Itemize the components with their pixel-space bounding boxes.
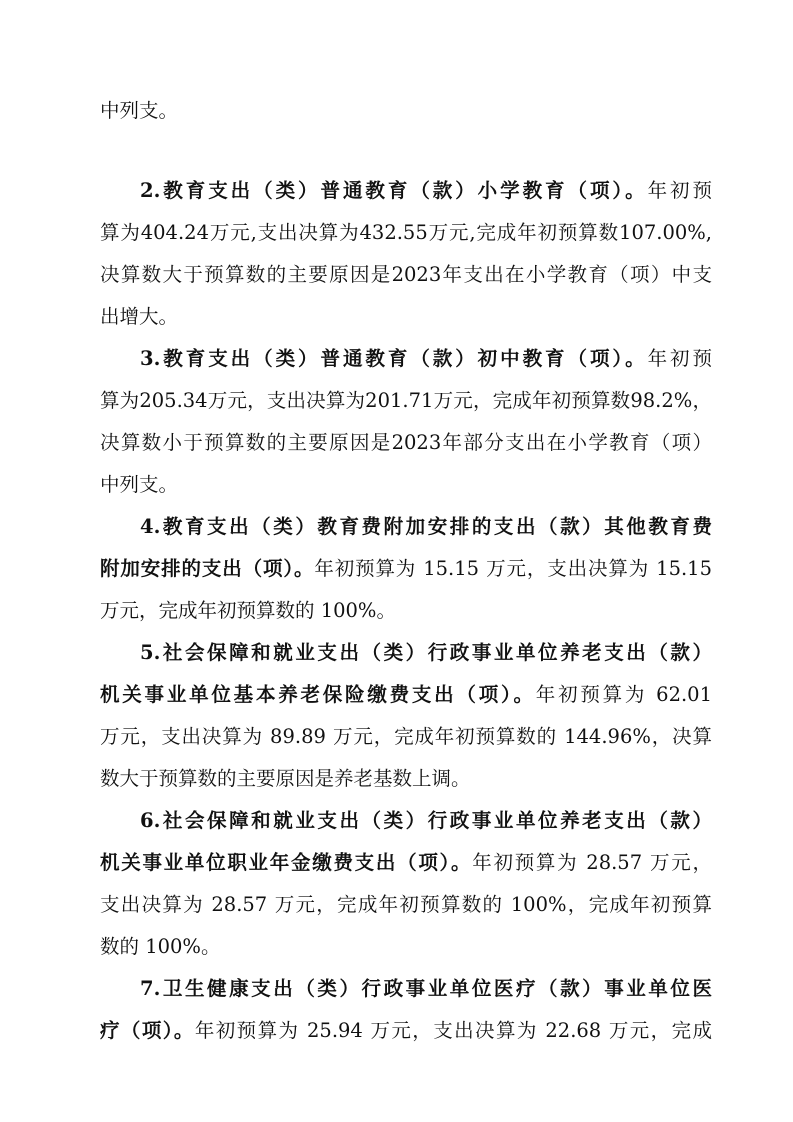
paragraph-2-line-4 <box>100 302 712 332</box>
paragraph-5-line-2 <box>100 680 712 710</box>
item-heading: 3.教育支出（类）普通教育（款）初中教育（项）。 <box>140 347 648 370</box>
paragraph-6-line-4 <box>100 932 712 962</box>
paragraph-1-line-1 <box>100 96 712 126</box>
line-text: 中列支。 <box>100 99 179 122</box>
item-heading: 6.社会保障和就业支出（类）行政事业单位养老支出（款） <box>140 809 712 832</box>
paragraph-6-line-1 <box>100 806 712 836</box>
paragraph-4-line-3 <box>100 596 712 626</box>
line-text: 万元，支出决算为 89.89 万元，完成年初预算数的 144.96%，决算 <box>100 725 712 748</box>
paragraph-7-line-2 <box>100 1016 712 1046</box>
paragraph-4-line-2 <box>100 554 712 584</box>
document-page <box>100 0 712 1122</box>
line-text: 年初预 <box>647 347 712 370</box>
item-heading: 2.教育支出（类）普通教育（款）小学教育（项）。 <box>140 179 648 202</box>
paragraph-6-line-2 <box>100 848 712 878</box>
paragraph-2-line-1 <box>100 176 712 206</box>
item-heading: 4.教育支出（类）教育费附加安排的支出（款）其他教育费 <box>140 515 712 538</box>
paragraph-2-line-3 <box>100 260 712 290</box>
line-text: 出增大。 <box>100 305 179 328</box>
line-text: 数的 100%。 <box>100 935 221 958</box>
paragraph-7-line-1 <box>100 974 712 1004</box>
paragraph-5-line-1 <box>100 638 712 668</box>
line-text: 支出决算为 28.57 万元，完成年初预算数的 100%，完成年初预算 <box>100 893 712 916</box>
item-heading: 附加安排的支出（项）。 <box>100 557 315 580</box>
line-text: 中列支。 <box>100 473 179 496</box>
line-text: 年初预 <box>647 179 712 202</box>
item-heading: 5.社会保障和就业支出（类）行政事业单位养老支出（款） <box>140 641 712 664</box>
paragraph-2-line-2 <box>100 218 712 248</box>
paragraph-4-line-1 <box>100 512 712 542</box>
line-text: 年初预算为 62.01 <box>535 683 712 706</box>
line-text: 年初预算为 25.94 万元，支出决算为 22.68 万元，完成 <box>194 1019 712 1042</box>
paragraph-3-line-3 <box>100 428 712 458</box>
line-text: 算为205.34万元，支出决算为201.71万元，完成年初预算数98.2%， <box>100 389 712 412</box>
line-text: 年初预算为 15.15 万元，支出决算为 15.15 <box>314 557 712 580</box>
line-text: 决算数小于预算数的主要原因是2023年部分支出在小学教育（项） <box>100 431 712 454</box>
paragraph-6-line-3 <box>100 890 712 920</box>
line-text: 算为404.24万元,支出决算为432.55万元,完成年初预算数107.00%, <box>100 221 712 244</box>
paragraph-3-line-2 <box>100 386 712 416</box>
item-heading: 疗（项）。 <box>100 1019 195 1042</box>
line-text: 数大于预算数的主要原因是养老基数上调。 <box>100 767 471 790</box>
paragraph-5-line-4 <box>100 764 712 794</box>
line-text: 万元，完成年初预算数的 100%。 <box>100 599 396 622</box>
paragraph-3-line-4 <box>100 470 712 500</box>
line-text: 年初预算为 28.57 万元， <box>472 851 712 874</box>
paragraph-3-line-1 <box>100 344 712 374</box>
line-text: 决算数大于预算数的主要原因是2023年支出在小学教育（项）中支 <box>100 263 712 286</box>
paragraph-5-line-3 <box>100 722 712 752</box>
item-heading: 机关事业单位职业年金缴费支出（项）。 <box>100 851 473 874</box>
item-heading: 7.卫生健康支出（类）行政事业单位医疗（款）事业单位医 <box>140 977 712 1000</box>
item-heading: 机关事业单位基本养老保险缴费支出（项）。 <box>100 683 536 706</box>
